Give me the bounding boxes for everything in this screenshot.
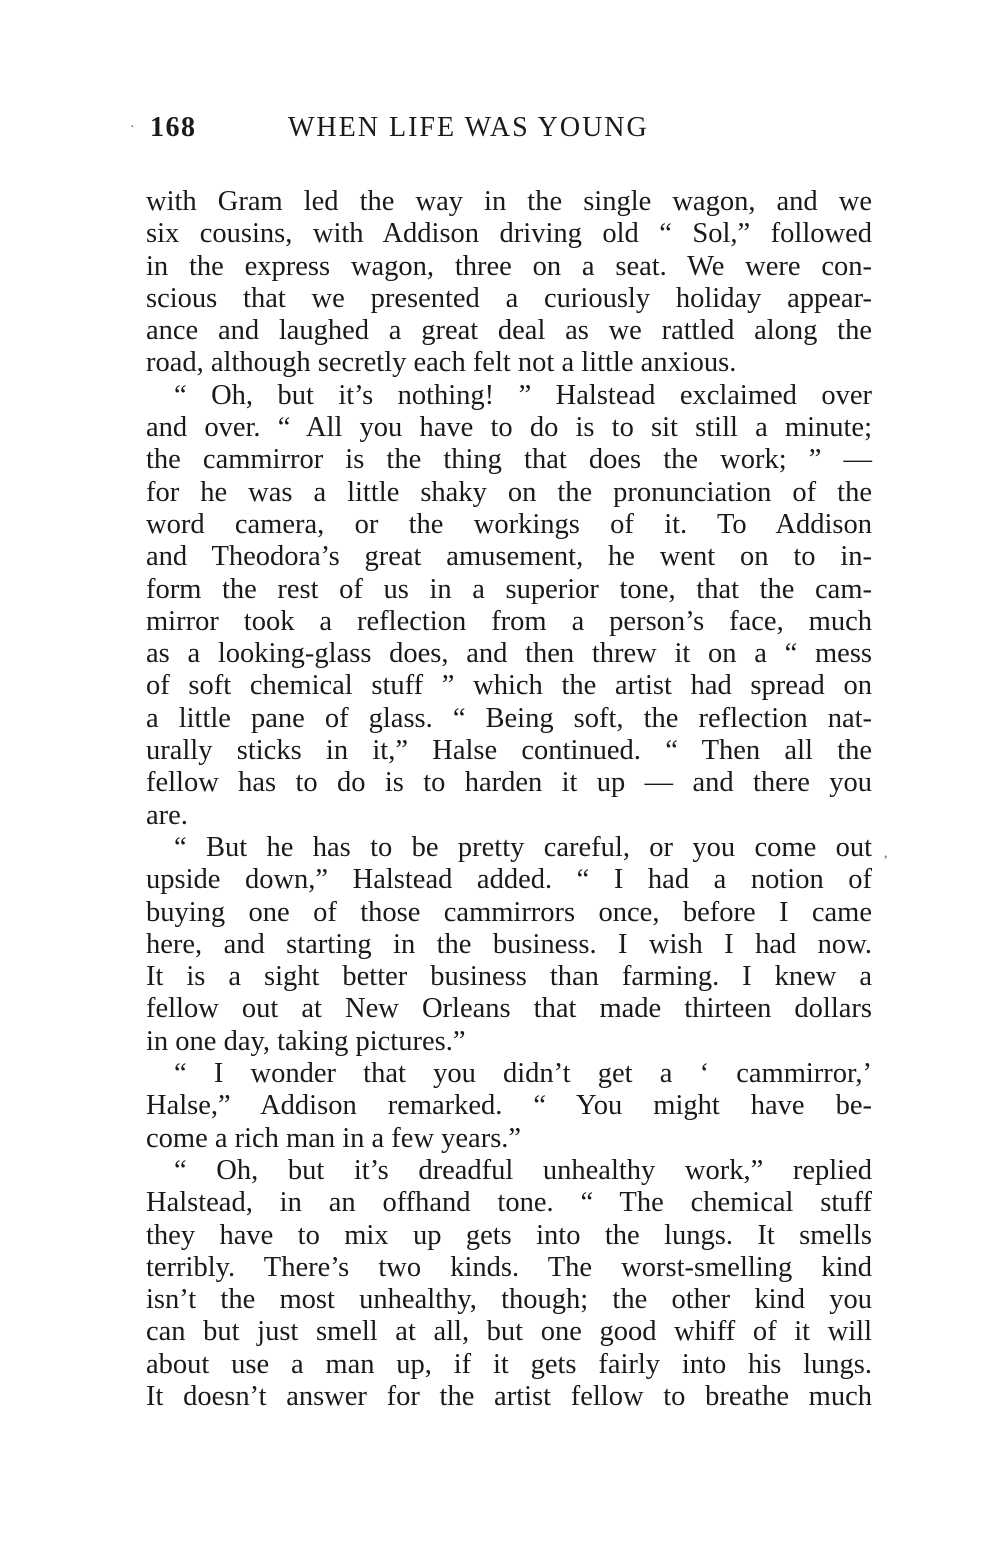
text-line: It is a sight better business than farming. I knew a — [146, 961, 872, 993]
text-line: “ I wonder that you didn’t get a ‘ cammirror,’ — [174, 1058, 872, 1090]
text-line: and over. “ All you have to do is to sit still a minute; — [146, 412, 872, 444]
text-line: here, and starting in the business. I wish I had now. — [146, 928, 872, 960]
text-line: scious that we presented a curiously holiday appear- — [146, 282, 872, 314]
text-line: word camera, or the workings of it. To Addison — [146, 508, 872, 540]
text-line: upside down,” Halstead added. “ I had a notion of — [146, 864, 872, 896]
text-line: It doesn’t answer for the artist fellow to breathe much — [146, 1380, 872, 1412]
text-line: buying one of those cammirrors once, before I came — [146, 896, 872, 928]
text-line: isn’t the most unhealthy, though; the other kind you — [146, 1284, 872, 1316]
text-line: urally sticks in it,” Halse continued. “ Then all the — [146, 735, 872, 767]
text-line: as a looking-glass does, and then threw it on a “ mess — [146, 638, 872, 670]
text-line: road, although secretly each felt not a little anxious. — [146, 347, 737, 379]
text-line: fellow has to do is to harden it up — and there you — [146, 767, 872, 799]
text-line: they have to mix up gets into the lungs. It smells — [146, 1219, 872, 1251]
text-line: Halse,” Addison remarked. “ You might have be- — [146, 1090, 872, 1122]
text-line: with Gram led the way in the single wagon, and we — [146, 186, 872, 217]
text-line: about use a man up, if it gets fairly into his lungs. — [146, 1348, 872, 1380]
text-line: form the rest of us in a superior tone, that the cam- — [146, 573, 872, 605]
text-line: in one day, taking pictures.” — [146, 1025, 466, 1057]
text-line: “ Oh, but it’s nothing! ” Halstead exclaimed over — [174, 379, 872, 411]
text-line: come a rich man in a few years.” — [146, 1122, 522, 1154]
margin-speck: , — [884, 846, 888, 861]
running-head — [0, 112, 1000, 152]
margin-speck: · — [130, 120, 135, 135]
book-title: WHEN LIFE WAS YOUNG — [288, 112, 649, 143]
text-line: in the express wagon, three on a seat. We were con- — [146, 250, 872, 282]
text-line: “ Oh, but it’s dreadful unhealthy work,” replied — [174, 1154, 872, 1186]
text-line: ance and laughed a great deal as we rattled along the — [146, 315, 872, 347]
text-line: for he was a little shaky on the pronunciation of the — [146, 476, 872, 508]
page-number: 168 — [150, 112, 197, 143]
text-line: “ But he has to be pretty careful, or you come out — [174, 831, 872, 863]
text-line: Halstead, in an offhand tone. “ The chemical stuff — [146, 1187, 872, 1219]
text-line: of soft chemical stuff ” which the artist had spread on — [146, 670, 872, 702]
text-line: are. — [146, 799, 188, 831]
body-text — [146, 186, 872, 1413]
text-line: mirror took a reflection from a person’s face, much — [146, 605, 872, 637]
text-line: the cammirror is the thing that does the work; ” — — [146, 444, 872, 476]
text-line: fellow out at New Orleans that made thirteen dollars — [146, 993, 872, 1025]
text-line: six cousins, with Addison driving old “ Sol,” followed — [146, 218, 872, 250]
text-line: and Theodora’s great amusement, he went on to in- — [146, 541, 872, 573]
text-line: a little pane of glass. “ Being soft, the reflection nat- — [146, 702, 872, 734]
text-line: terribly. There’s two kinds. The worst-smelling kind — [146, 1251, 872, 1283]
text-line: can but just smell at all, but one good whiff of it will — [146, 1316, 872, 1348]
